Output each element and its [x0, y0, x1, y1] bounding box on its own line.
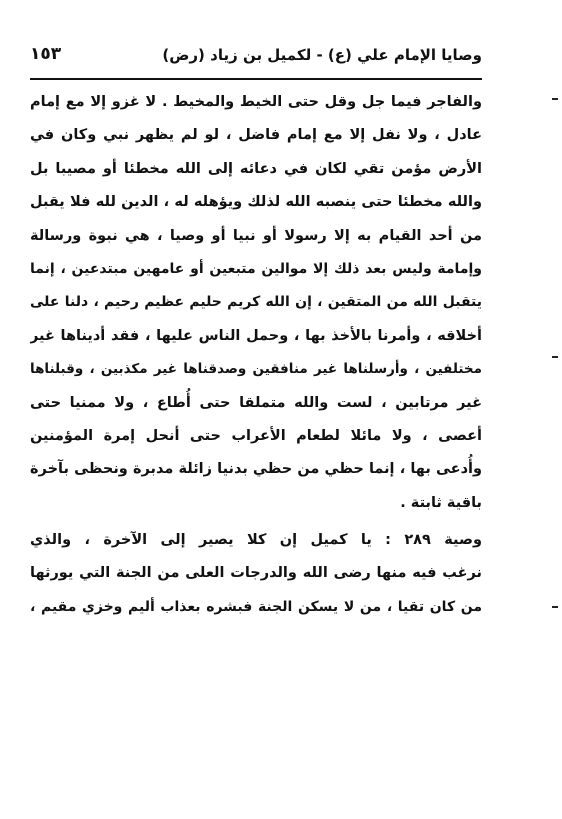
text-line: أخلاقه ، وأمرنا بالأخذ بها ، وحمل الناس عليها ، فقد أديناها غير [30, 327, 482, 344]
page-number: ١٥٣ [30, 44, 62, 64]
text-line: يتقبل الله من المتقين ، إن الله كريم حليم عظيم رحيم ، دلنا على [30, 294, 482, 311]
header-rule [30, 78, 482, 80]
text-line: أعصى ، ولا مائلا لطعام الأعراب حتى أنحل إمرة المؤمنين [30, 427, 482, 444]
margin-tick [552, 356, 558, 358]
margin-tick [552, 606, 558, 608]
text-line: وإمامة وليس بعد ذلك إلا موالين متبعين أو عامهين مبتدعين ، إنما [30, 260, 482, 277]
text-line: غير مرتابين ، لست والله متملقا حتى أُطاع ، ولا ممنيا حتى [30, 394, 482, 411]
running-header [30, 38, 482, 78]
section-label: وصية ٢٨٩ : يا كميل [310, 532, 482, 549]
text-line: من أحد القيام به إلا رسولا أو نبيا أو وصيا ، هي نبوة ورسالة [30, 227, 482, 244]
text-line: وأُدعى بها ، إنما حظي من حظي بدنيا زائلة مدبرة ونحظى بآخرة [30, 461, 482, 478]
text-line: عادل ، ولا نفل إلا مع إمام فاضل ، لو لم يظهر نبي وكان في [30, 127, 482, 144]
section-line-text: إن كلا يصير إلى الآخرة ، والذي [30, 532, 298, 549]
body-text [30, 86, 482, 624]
text-line: نرغب فيه منها رضى الله والدرجات العلى من الجنة التي يورثها [30, 565, 482, 582]
text-line: باقية ثابتة . [400, 494, 482, 511]
text-line: من كان تقيا ، من لا يسكن الجنة فبشره بعذاب أليم وخزي مقيم ، [30, 598, 482, 615]
text-line: الأرض مؤمن تقي لكان في دعائه إلى الله مخطئا أو مصيبا بل [30, 160, 482, 177]
text-line: والله مخطئا حتى ينصبه الله لذلك ويؤهله له ، الدين لله فلا يقبل [30, 194, 482, 211]
text-line: والفاجر فيما جل وقل حتى الخيط والمخيط . لا غزو إلا مع إمام [30, 94, 482, 110]
text-line: مختلفين ، وأرسلناها غير منافقين وصدقناها غير مكذبين ، وقبلناها [30, 361, 482, 378]
header-title: وصايا الإمام علي (ع) - لكميل بن زياد (رض) [162, 46, 482, 64]
section-first-line [30, 524, 482, 557]
margin-tick [552, 98, 558, 100]
